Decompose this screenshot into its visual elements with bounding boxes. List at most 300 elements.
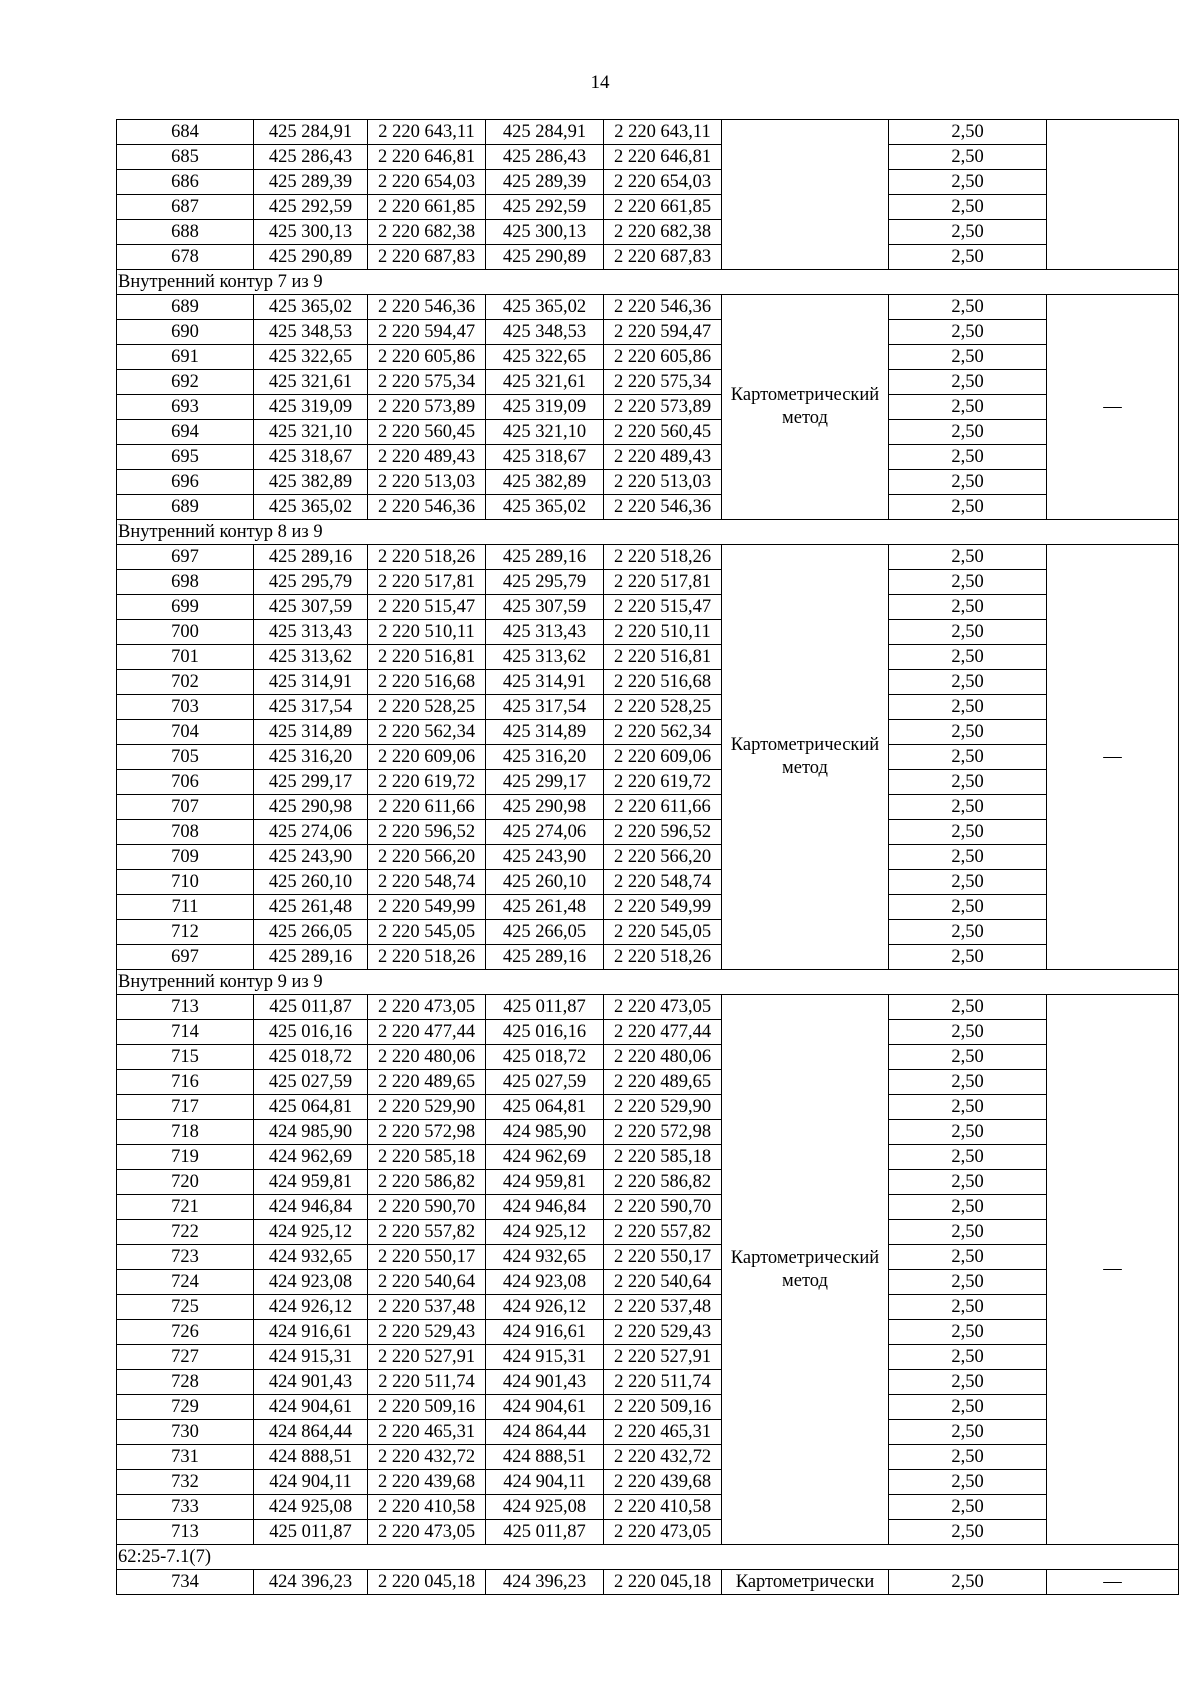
y-existing-cell: 2 220 518,26	[368, 545, 486, 570]
y-existing-cell: 2 220 465,31	[368, 1420, 486, 1445]
point-number-cell: 730	[117, 1420, 254, 1445]
x-new-cell: 425 318,67	[486, 445, 604, 470]
x-existing-cell: 425 290,89	[254, 245, 368, 270]
x-new-cell: 424 959,81	[486, 1170, 604, 1195]
y-new-cell: 2 220 586,82	[604, 1170, 722, 1195]
x-new-cell: 425 286,43	[486, 145, 604, 170]
y-existing-cell: 2 220 529,43	[368, 1320, 486, 1345]
y-existing-cell: 2 220 477,44	[368, 1020, 486, 1045]
note-cell	[1047, 120, 1179, 270]
y-new-cell: 2 220 549,99	[604, 895, 722, 920]
accuracy-cell: 2,50	[889, 1570, 1047, 1595]
x-new-cell: 425 313,43	[486, 620, 604, 645]
x-existing-cell: 425 348,53	[254, 320, 368, 345]
accuracy-cell: 2,50	[889, 945, 1047, 970]
y-new-cell: 2 220 550,17	[604, 1245, 722, 1270]
accuracy-cell: 2,50	[889, 1495, 1047, 1520]
table-row	[117, 720, 1179, 745]
y-existing-cell: 2 220 590,70	[368, 1195, 486, 1220]
y-existing-cell: 2 220 560,45	[368, 420, 486, 445]
section-header: Внутренний контур 8 из 9	[117, 520, 1179, 545]
x-new-cell: 425 365,02	[486, 495, 604, 520]
x-existing-cell: 424 396,23	[254, 1570, 368, 1595]
y-existing-cell: 2 220 646,81	[368, 145, 486, 170]
y-new-cell: 2 220 465,31	[604, 1420, 722, 1445]
table-row	[117, 1520, 1179, 1545]
y-existing-cell: 2 220 619,72	[368, 770, 486, 795]
x-existing-cell: 425 289,39	[254, 170, 368, 195]
x-new-cell: 425 289,39	[486, 170, 604, 195]
x-new-cell: 425 348,53	[486, 320, 604, 345]
accuracy-cell: 2,50	[889, 920, 1047, 945]
point-number-cell: 705	[117, 745, 254, 770]
y-new-cell: 2 220 511,74	[604, 1370, 722, 1395]
x-existing-cell: 425 313,62	[254, 645, 368, 670]
point-number-cell: 692	[117, 370, 254, 395]
x-new-cell: 425 316,20	[486, 745, 604, 770]
x-existing-cell: 425 313,43	[254, 620, 368, 645]
accuracy-cell: 2,50	[889, 1095, 1047, 1120]
table-row	[117, 820, 1179, 845]
table-row	[117, 295, 1179, 320]
accuracy-cell: 2,50	[889, 495, 1047, 520]
point-number-cell: 725	[117, 1295, 254, 1320]
x-existing-cell: 425 365,02	[254, 495, 368, 520]
table-row	[117, 420, 1179, 445]
x-new-cell: 425 016,16	[486, 1020, 604, 1045]
table-row	[117, 1070, 1179, 1095]
table-row	[117, 1220, 1179, 1245]
y-new-cell: 2 220 594,47	[604, 320, 722, 345]
accuracy-cell: 2,50	[889, 1320, 1047, 1345]
y-new-cell: 2 220 611,66	[604, 795, 722, 820]
x-existing-cell: 424 864,44	[254, 1420, 368, 1445]
point-number-cell: 678	[117, 245, 254, 270]
accuracy-cell: 2,50	[889, 1220, 1047, 1245]
table-row	[117, 1045, 1179, 1070]
x-new-cell: 425 274,06	[486, 820, 604, 845]
y-existing-cell: 2 220 480,06	[368, 1045, 486, 1070]
accuracy-cell: 2,50	[889, 1245, 1047, 1270]
x-existing-cell: 425 266,05	[254, 920, 368, 945]
table-row	[117, 620, 1179, 645]
y-new-cell: 2 220 516,81	[604, 645, 722, 670]
table-row	[117, 1570, 1179, 1595]
table-row	[117, 645, 1179, 670]
y-new-cell: 2 220 557,82	[604, 1220, 722, 1245]
accuracy-cell: 2,50	[889, 1345, 1047, 1370]
x-existing-cell: 425 317,54	[254, 695, 368, 720]
y-existing-cell: 2 220 594,47	[368, 320, 486, 345]
y-existing-cell: 2 220 585,18	[368, 1145, 486, 1170]
x-new-cell: 425 321,61	[486, 370, 604, 395]
y-existing-cell: 2 220 609,06	[368, 745, 486, 770]
y-existing-cell: 2 220 562,34	[368, 720, 486, 745]
x-existing-cell: 425 295,79	[254, 570, 368, 595]
table-row	[117, 1445, 1179, 1470]
y-existing-cell: 2 220 661,85	[368, 195, 486, 220]
y-new-cell: 2 220 619,72	[604, 770, 722, 795]
table-row	[117, 395, 1179, 420]
section-header: Внутренний контур 7 из 9	[117, 270, 1179, 295]
table-row	[117, 145, 1179, 170]
x-existing-cell: 424 925,12	[254, 1220, 368, 1245]
x-existing-cell: 425 316,20	[254, 745, 368, 770]
x-new-cell: 424 864,44	[486, 1420, 604, 1445]
accuracy-cell: 2,50	[889, 1120, 1047, 1145]
method-cell: Картометрический метод	[722, 545, 889, 970]
point-number-cell: 707	[117, 795, 254, 820]
y-existing-cell: 2 220 572,98	[368, 1120, 486, 1145]
point-number-cell: 703	[117, 695, 254, 720]
accuracy-cell: 2,50	[889, 1370, 1047, 1395]
x-existing-cell: 425 322,65	[254, 345, 368, 370]
y-new-cell: 2 220 432,72	[604, 1445, 722, 1470]
y-existing-cell: 2 220 548,74	[368, 870, 486, 895]
x-existing-cell: 425 286,43	[254, 145, 368, 170]
y-existing-cell: 2 220 516,68	[368, 670, 486, 695]
x-existing-cell: 425 321,10	[254, 420, 368, 445]
table-row	[117, 770, 1179, 795]
point-number-cell: 732	[117, 1470, 254, 1495]
method-cell: Картометрически	[722, 1570, 889, 1595]
y-new-cell: 2 220 585,18	[604, 1145, 722, 1170]
point-number-cell: 720	[117, 1170, 254, 1195]
point-number-cell: 727	[117, 1345, 254, 1370]
y-new-cell: 2 220 566,20	[604, 845, 722, 870]
point-number-cell: 704	[117, 720, 254, 745]
accuracy-cell: 2,50	[889, 1420, 1047, 1445]
x-existing-cell: 424 925,08	[254, 1495, 368, 1520]
point-number-cell: 729	[117, 1395, 254, 1420]
section-header-row	[117, 520, 1179, 545]
y-new-cell: 2 220 646,81	[604, 145, 722, 170]
x-existing-cell: 425 243,90	[254, 845, 368, 870]
y-existing-cell: 2 220 515,47	[368, 595, 486, 620]
table-row	[117, 1495, 1179, 1520]
y-existing-cell: 2 220 540,64	[368, 1270, 486, 1295]
point-number-cell: 702	[117, 670, 254, 695]
y-new-cell: 2 220 515,47	[604, 595, 722, 620]
x-new-cell: 425 284,91	[486, 120, 604, 145]
x-existing-cell: 425 289,16	[254, 545, 368, 570]
x-new-cell: 424 925,12	[486, 1220, 604, 1245]
x-existing-cell: 425 382,89	[254, 470, 368, 495]
accuracy-cell: 2,50	[889, 1145, 1047, 1170]
y-existing-cell: 2 220 557,82	[368, 1220, 486, 1245]
x-existing-cell: 424 904,11	[254, 1470, 368, 1495]
table-row	[117, 1470, 1179, 1495]
x-new-cell: 425 307,59	[486, 595, 604, 620]
table-row	[117, 195, 1179, 220]
table-row	[117, 895, 1179, 920]
x-new-cell: 425 300,13	[486, 220, 604, 245]
accuracy-cell: 2,50	[889, 845, 1047, 870]
point-number-cell: 717	[117, 1095, 254, 1120]
accuracy-cell: 2,50	[889, 1170, 1047, 1195]
y-existing-cell: 2 220 439,68	[368, 1470, 486, 1495]
x-new-cell: 424 926,12	[486, 1295, 604, 1320]
section-header: Внутренний контур 9 из 9	[117, 970, 1179, 995]
y-new-cell: 2 220 609,06	[604, 745, 722, 770]
point-number-cell: 722	[117, 1220, 254, 1245]
x-new-cell: 425 011,87	[486, 995, 604, 1020]
point-number-cell: 723	[117, 1245, 254, 1270]
table-row	[117, 1320, 1179, 1345]
y-existing-cell: 2 220 550,17	[368, 1245, 486, 1270]
table-row	[117, 1120, 1179, 1145]
x-existing-cell: 425 261,48	[254, 895, 368, 920]
table-row	[117, 370, 1179, 395]
table-row	[117, 470, 1179, 495]
x-existing-cell: 424 985,90	[254, 1120, 368, 1145]
accuracy-cell: 2,50	[889, 320, 1047, 345]
accuracy-cell: 2,50	[889, 170, 1047, 195]
accuracy-cell: 2,50	[889, 670, 1047, 695]
x-new-cell: 425 018,72	[486, 1045, 604, 1070]
table-row	[117, 945, 1179, 970]
point-number-cell: 694	[117, 420, 254, 445]
y-existing-cell: 2 220 509,16	[368, 1395, 486, 1420]
y-new-cell: 2 220 527,91	[604, 1345, 722, 1370]
y-new-cell: 2 220 489,43	[604, 445, 722, 470]
point-number-cell: 699	[117, 595, 254, 620]
x-existing-cell: 425 365,02	[254, 295, 368, 320]
point-number-cell: 713	[117, 1520, 254, 1545]
x-existing-cell: 424 888,51	[254, 1445, 368, 1470]
y-new-cell: 2 220 575,34	[604, 370, 722, 395]
point-number-cell: 715	[117, 1045, 254, 1070]
x-existing-cell: 425 260,10	[254, 870, 368, 895]
table-row	[117, 245, 1179, 270]
point-number-cell: 731	[117, 1445, 254, 1470]
method-cell: Картометрический метод	[722, 995, 889, 1545]
point-number-cell: 698	[117, 570, 254, 595]
y-new-cell: 2 220 473,05	[604, 995, 722, 1020]
x-existing-cell: 425 314,91	[254, 670, 368, 695]
accuracy-cell: 2,50	[889, 445, 1047, 470]
y-existing-cell: 2 220 527,91	[368, 1345, 486, 1370]
y-new-cell: 2 220 529,43	[604, 1320, 722, 1345]
x-existing-cell: 425 290,98	[254, 795, 368, 820]
y-new-cell: 2 220 573,89	[604, 395, 722, 420]
x-existing-cell: 424 923,08	[254, 1270, 368, 1295]
y-new-cell: 2 220 682,38	[604, 220, 722, 245]
table-row	[117, 445, 1179, 470]
point-number-cell: 693	[117, 395, 254, 420]
accuracy-cell: 2,50	[889, 770, 1047, 795]
y-existing-cell: 2 220 573,89	[368, 395, 486, 420]
point-number-cell: 719	[117, 1145, 254, 1170]
section-header-row	[117, 1545, 1179, 1570]
point-number-cell: 691	[117, 345, 254, 370]
accuracy-cell: 2,50	[889, 395, 1047, 420]
table-row	[117, 1295, 1179, 1320]
y-new-cell: 2 220 562,34	[604, 720, 722, 745]
table-row	[117, 695, 1179, 720]
x-new-cell: 424 904,61	[486, 1395, 604, 1420]
y-new-cell: 2 220 540,64	[604, 1270, 722, 1295]
accuracy-cell: 2,50	[889, 720, 1047, 745]
x-new-cell: 424 915,31	[486, 1345, 604, 1370]
x-existing-cell: 425 292,59	[254, 195, 368, 220]
table-row	[117, 845, 1179, 870]
y-new-cell: 2 220 560,45	[604, 420, 722, 445]
table-row	[117, 1145, 1179, 1170]
x-existing-cell: 424 916,61	[254, 1320, 368, 1345]
table-row	[117, 495, 1179, 520]
y-new-cell: 2 220 687,83	[604, 245, 722, 270]
y-new-cell: 2 220 480,06	[604, 1045, 722, 1070]
x-new-cell: 424 888,51	[486, 1445, 604, 1470]
y-new-cell: 2 220 548,74	[604, 870, 722, 895]
x-new-cell: 425 322,65	[486, 345, 604, 370]
accuracy-cell: 2,50	[889, 345, 1047, 370]
y-existing-cell: 2 220 516,81	[368, 645, 486, 670]
y-existing-cell: 2 220 518,26	[368, 945, 486, 970]
x-new-cell: 425 243,90	[486, 845, 604, 870]
accuracy-cell: 2,50	[889, 795, 1047, 820]
x-existing-cell: 424 901,43	[254, 1370, 368, 1395]
point-number-cell: 713	[117, 995, 254, 1020]
x-new-cell: 424 901,43	[486, 1370, 604, 1395]
table-row	[117, 1245, 1179, 1270]
y-new-cell: 2 220 590,70	[604, 1195, 722, 1220]
y-existing-cell: 2 220 489,65	[368, 1070, 486, 1095]
table-row	[117, 345, 1179, 370]
y-existing-cell: 2 220 537,48	[368, 1295, 486, 1320]
point-number-cell: 712	[117, 920, 254, 945]
x-existing-cell: 424 959,81	[254, 1170, 368, 1195]
x-new-cell: 425 290,98	[486, 795, 604, 820]
y-new-cell: 2 220 410,58	[604, 1495, 722, 1520]
y-existing-cell: 2 220 586,82	[368, 1170, 486, 1195]
point-number-cell: 690	[117, 320, 254, 345]
y-existing-cell: 2 220 575,34	[368, 370, 486, 395]
y-new-cell: 2 220 489,65	[604, 1070, 722, 1095]
point-number-cell: 706	[117, 770, 254, 795]
y-new-cell: 2 220 518,26	[604, 545, 722, 570]
point-number-cell: 688	[117, 220, 254, 245]
point-number-cell: 689	[117, 295, 254, 320]
accuracy-cell: 2,50	[889, 570, 1047, 595]
accuracy-cell: 2,50	[889, 295, 1047, 320]
accuracy-cell: 2,50	[889, 1195, 1047, 1220]
section-header-row	[117, 970, 1179, 995]
x-new-cell: 425 064,81	[486, 1095, 604, 1120]
x-existing-cell: 425 027,59	[254, 1070, 368, 1095]
table-row	[117, 795, 1179, 820]
x-existing-cell: 425 016,16	[254, 1020, 368, 1045]
y-existing-cell: 2 220 611,66	[368, 795, 486, 820]
x-new-cell: 424 923,08	[486, 1270, 604, 1295]
accuracy-cell: 2,50	[889, 120, 1047, 145]
y-existing-cell: 2 220 687,83	[368, 245, 486, 270]
y-new-cell: 2 220 605,86	[604, 345, 722, 370]
y-new-cell: 2 220 509,16	[604, 1395, 722, 1420]
accuracy-cell: 2,50	[889, 545, 1047, 570]
accuracy-cell: 2,50	[889, 1045, 1047, 1070]
point-number-cell: 710	[117, 870, 254, 895]
point-number-cell: 697	[117, 945, 254, 970]
y-new-cell: 2 220 510,11	[604, 620, 722, 645]
x-new-cell: 425 321,10	[486, 420, 604, 445]
accuracy-cell: 2,50	[889, 1070, 1047, 1095]
table-row	[117, 1195, 1179, 1220]
x-new-cell: 425 289,16	[486, 545, 604, 570]
accuracy-cell: 2,50	[889, 220, 1047, 245]
y-existing-cell: 2 220 489,43	[368, 445, 486, 470]
y-existing-cell: 2 220 473,05	[368, 1520, 486, 1545]
x-new-cell: 425 319,09	[486, 395, 604, 420]
x-new-cell: 424 946,84	[486, 1195, 604, 1220]
y-existing-cell: 2 220 410,58	[368, 1495, 486, 1520]
x-new-cell: 425 027,59	[486, 1070, 604, 1095]
y-new-cell: 2 220 643,11	[604, 120, 722, 145]
x-existing-cell: 425 299,17	[254, 770, 368, 795]
accuracy-cell: 2,50	[889, 695, 1047, 720]
y-new-cell: 2 220 513,03	[604, 470, 722, 495]
table-row	[117, 1170, 1179, 1195]
method-cell	[722, 120, 889, 270]
x-new-cell: 425 313,62	[486, 645, 604, 670]
x-existing-cell: 424 962,69	[254, 1145, 368, 1170]
y-existing-cell: 2 220 513,03	[368, 470, 486, 495]
y-new-cell: 2 220 528,25	[604, 695, 722, 720]
x-new-cell: 425 382,89	[486, 470, 604, 495]
x-existing-cell: 425 284,91	[254, 120, 368, 145]
table-row	[117, 570, 1179, 595]
x-new-cell: 425 295,79	[486, 570, 604, 595]
y-existing-cell: 2 220 654,03	[368, 170, 486, 195]
y-existing-cell: 2 220 566,20	[368, 845, 486, 870]
y-existing-cell: 2 220 643,11	[368, 120, 486, 145]
point-number-cell: 711	[117, 895, 254, 920]
table-row	[117, 920, 1179, 945]
x-existing-cell: 424 904,61	[254, 1395, 368, 1420]
note-cell: —	[1047, 1570, 1179, 1595]
page-bottom-margin	[100, 1595, 1200, 1697]
x-new-cell: 424 925,08	[486, 1495, 604, 1520]
y-new-cell: 2 220 518,26	[604, 945, 722, 970]
table-row	[117, 1420, 1179, 1445]
y-existing-cell: 2 220 528,25	[368, 695, 486, 720]
y-new-cell: 2 220 473,05	[604, 1520, 722, 1545]
table-row	[117, 545, 1179, 570]
accuracy-cell: 2,50	[889, 195, 1047, 220]
x-existing-cell: 425 319,09	[254, 395, 368, 420]
point-number-cell: 734	[117, 1570, 254, 1595]
x-existing-cell: 425 314,89	[254, 720, 368, 745]
x-existing-cell: 424 946,84	[254, 1195, 368, 1220]
accuracy-cell: 2,50	[889, 420, 1047, 445]
y-existing-cell: 2 220 546,36	[368, 495, 486, 520]
point-number-cell: 685	[117, 145, 254, 170]
table-row	[117, 1395, 1179, 1420]
y-existing-cell: 2 220 511,74	[368, 1370, 486, 1395]
x-new-cell: 424 396,23	[486, 1570, 604, 1595]
accuracy-cell: 2,50	[889, 595, 1047, 620]
x-existing-cell: 425 064,81	[254, 1095, 368, 1120]
x-existing-cell: 425 300,13	[254, 220, 368, 245]
y-new-cell: 2 220 439,68	[604, 1470, 722, 1495]
x-new-cell: 425 365,02	[486, 295, 604, 320]
note-cell: —	[1047, 295, 1179, 520]
x-new-cell: 424 932,65	[486, 1245, 604, 1270]
x-new-cell: 425 299,17	[486, 770, 604, 795]
point-number-cell: 689	[117, 495, 254, 520]
table-row	[117, 220, 1179, 245]
